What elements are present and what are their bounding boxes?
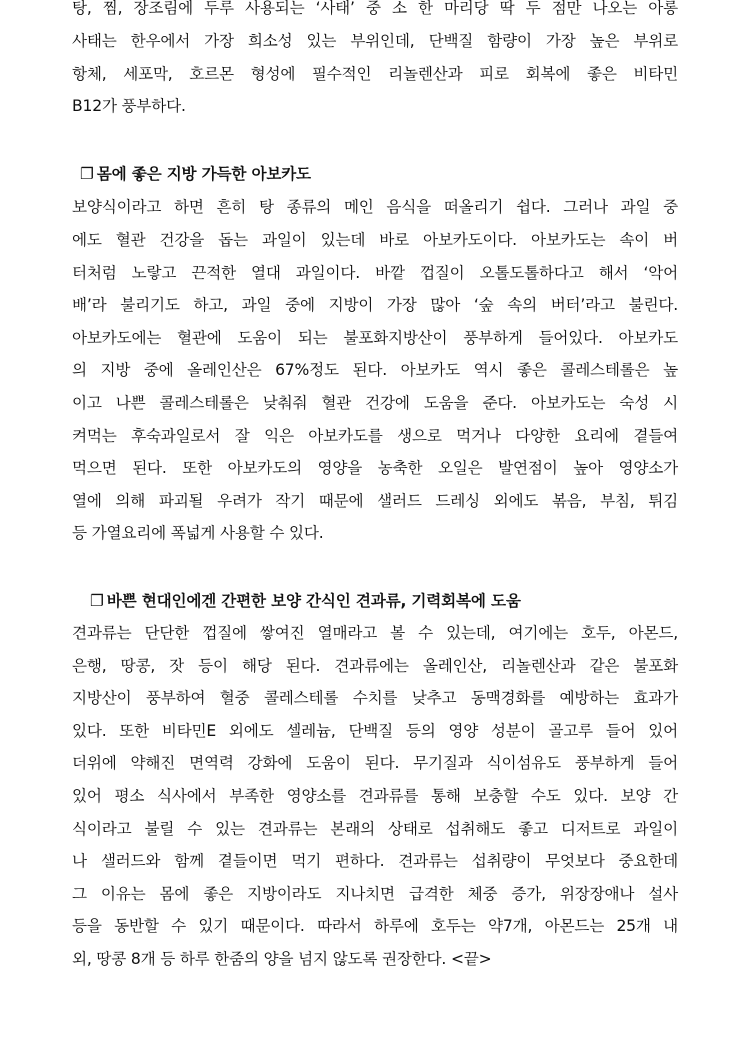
nuts-section-heading — [90, 590, 521, 612]
avocado-section-heading — [80, 163, 311, 185]
avocado-paragraph-line: 켜먹는 후숙과일로서 잘 익은 아보카도를 생으로 먹거나 다양한 요리에 곁들여 — [72, 427, 678, 445]
avocado-heading-text: 몸에 좋은 지방 가득한 아보카도 — [96, 165, 311, 183]
nuts-paragraph-line: 등을 동반할 수 있기 때문이다. 따라서 하루에 호두는 약7개, 아몬드는 25개 내 — [72, 917, 678, 935]
avocado-paragraph-line: 등 가열요리에 폭넓게 사용할 수 있다. — [72, 524, 324, 542]
nuts-paragraph-line: 있어 평소 식사에서 부족한 영양소를 견과류를 통해 보충할 수도 있다. 보양 간 — [72, 787, 678, 805]
beef-paragraph-line: 항체, 세포막, 호르몬 형성에 필수적인 리놀렌산과 피로 회복에 좋은 비타민 — [72, 65, 678, 83]
avocado-paragraph-line: 열에 의해 파괴될 우려가 작기 때문에 샐러드 드레싱 외에도 볶음, 부침, 튀김 — [72, 492, 678, 510]
beef-paragraph-line: 탕, 찜, 장조림에 두루 사용되는 ‘사태’ 중 소 한 마리당 딱 두 점만 나오는 아롱 — [72, 0, 678, 17]
avocado-paragraph-line: 이고 나쁜 콜레스테롤은 낮춰줘 혈관 건강에 도움을 준다. 아보카도는 숙성 시 — [72, 394, 678, 412]
avocado-paragraph-line: 배’라 불리기도 하고, 과일 중에 지방이 가장 많아 ‘숲 속의 버터’라고 불린다. — [72, 296, 678, 314]
nuts-paragraph-line: 그 이유는 몸에 좋은 지방이라도 지나치면 급격한 체중 증가, 위장장애나 설사 — [72, 885, 678, 903]
nuts-paragraph-line: 더위에 약해진 면역력 강화에 도움이 된다. 무기질과 식이섬유도 풍부하게 들어 — [72, 754, 678, 772]
checkbox-bullet-icon: ❐ — [90, 592, 104, 610]
nuts-paragraph-line: 은행, 땅콩, 잣 등이 해당 된다. 견과류에는 올레인산, 리놀렌산과 같은 불포화 — [72, 657, 678, 675]
nuts-paragraph-line: 견과류는 단단한 껍질에 쌓여진 열매라고 볼 수 있는데, 여기에는 호두, 아몬드, — [72, 624, 678, 642]
avocado-paragraph-line: 먹으면 된다. 또한 아보카도의 영양을 농축한 오일은 발연점이 높아 영양소가 — [72, 459, 678, 477]
avocado-paragraph-line: 터처럼 노랗고 끈적한 열대 과일이다. 바깥 껍질이 오톨도톨하다고 해서 ‘악어 — [72, 264, 678, 282]
beef-paragraph-line: B12가 풍부하다. — [72, 97, 186, 115]
avocado-paragraph-line: 아보카도에는 혈관에 도움이 되는 불포화지방산이 풍부하게 들어있다. 아보카도 — [72, 329, 678, 347]
nuts-paragraph-line: 식이라고 불릴 수 있는 견과류는 본래의 상태로 섭취해도 좋고 디저트로 과일이 — [72, 820, 678, 838]
checkbox-bullet-icon: ❐ — [80, 165, 94, 183]
avocado-paragraph-line: 의 지방 중에 올레인산은 67%정도 된다. 아보카도 역시 좋은 콜레스테롤은 높 — [72, 361, 678, 379]
nuts-paragraph-line: 지방산이 풍부하여 혈중 콜레스테롤 수치를 낮추고 동맥경화를 예방하는 효과가 — [72, 689, 678, 707]
nuts-heading-text: 바쁜 현대인에겐 간편한 보양 간식인 견과류, 기력회복에 도움 — [106, 592, 521, 610]
avocado-paragraph-line: 에도 혈관 건강을 돕는 과일이 있는데 바로 아보카도이다. 아보카도는 속이 버 — [72, 231, 678, 249]
beef-paragraph-line: 사태는 한우에서 가장 희소성 있는 부위인데, 단백질 함량이 가장 높은 부위로 — [72, 32, 678, 50]
nuts-paragraph-line: 있다. 또한 비타민E 외에도 셀레늄, 단백질 등의 영양 성분이 골고루 들어 있어 — [72, 722, 678, 740]
nuts-paragraph-line: 외, 땅콩 8개 등 하루 한줌의 양을 넘지 않도록 권장한다. <끝> — [72, 950, 492, 968]
nuts-paragraph-line: 나 샐러드와 함께 곁들이면 먹기 편하다. 견과류는 섭취량이 무엇보다 중요한데 — [72, 852, 678, 870]
avocado-paragraph-line: 보양식이라고 하면 흔히 탕 종류의 메인 음식을 떠올리기 쉽다. 그러나 과일 중 — [72, 198, 678, 216]
